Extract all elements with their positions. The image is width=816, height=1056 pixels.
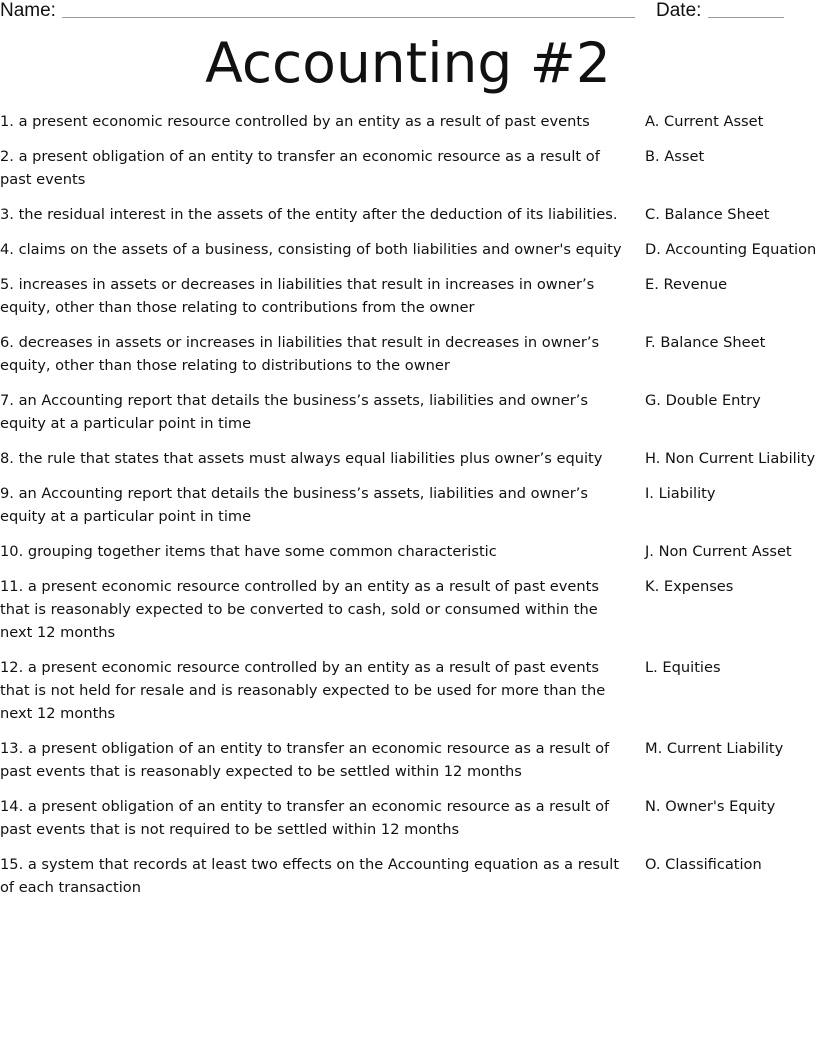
matching-row [0, 656, 816, 725]
answer-option: G. Double Entry [645, 392, 761, 409]
clue-text: 1. a present economic resource controlled by an entity as a result of past events [0, 113, 590, 130]
answer-option: J. Non Current Asset [645, 543, 792, 560]
matching-row [0, 540, 816, 563]
matching-row [0, 853, 816, 899]
clue-text: 11. a present economic resource controlled by an entity as a result of past events that is reasonably expected to be converted to cash, sold or consumed within the next 12 months [0, 578, 599, 641]
name-label: Name: [0, 0, 56, 21]
matching-row [0, 575, 816, 644]
answer-option: H. Non Current Liability [645, 450, 816, 467]
answer-option: A. Current Asset [645, 113, 764, 130]
answer-option: E. Revenue [645, 276, 728, 293]
worksheet-header [0, 0, 816, 22]
matching-row [0, 737, 816, 783]
page-title: Accounting #2 [205, 31, 611, 95]
date-label: Date: [656, 0, 702, 21]
clue-text: 2. a present obligation of an entity to transfer an economic resource as a result of past events [0, 148, 600, 188]
answer-option: O. Classification [645, 856, 762, 873]
matching-row [0, 238, 816, 261]
matching-row [0, 203, 816, 226]
matching-row [0, 389, 816, 435]
matching-row [0, 110, 816, 133]
clue-text: 3. the residual interest in the assets of the entity after the deduction of its liabilities. [0, 206, 618, 223]
clue-text: 9. an Accounting report that details the business’s assets, liabilities and owner’s equity at a particular point in time [0, 485, 588, 525]
matching-row [0, 482, 816, 528]
clue-text: 5. increases in assets or decreases in liabilities that result in increases in owner’s equity, other than those relating to contributions from the owner [0, 276, 595, 316]
matching-row [0, 145, 816, 191]
answer-option: B. Asset [645, 148, 705, 165]
name-blank-line [62, 17, 635, 18]
clue-text: 8. the rule that states that assets must always equal liabilities plus owner’s equity [0, 450, 603, 467]
matching-row [0, 273, 816, 319]
clue-text: 14. a present obligation of an entity to transfer an economic resource as a result of past events that is not required to be settled within 12 months [0, 798, 610, 838]
clue-text: 4. claims on the assets of a business, consisting of both liabilities and owner's equity [0, 241, 622, 258]
answer-option: L. Equities [645, 659, 721, 676]
answer-option: N. Owner's Equity [645, 798, 776, 815]
clue-text: 10. grouping together items that have some common characteristic [0, 543, 497, 560]
answer-option: D. Accounting Equation [645, 241, 816, 258]
matching-row [0, 447, 816, 470]
matching-row [0, 795, 816, 841]
clue-text: 13. a present obligation of an entity to transfer an economic resource as a result of past events that is reasonably expected to be settled within 12 months [0, 740, 610, 780]
matching-row [0, 331, 816, 377]
clue-text: 12. a present economic resource controlled by an entity as a result of past events that is not held for resale and is reasonably expected to be used for more than the next 12 months [0, 659, 606, 722]
clue-text: 15. a system that records at least two effects on the Accounting equation as a result of each transaction [0, 856, 620, 896]
date-blank-line [708, 17, 784, 18]
clue-text: 6. decreases in assets or increases in liabilities that result in decreases in owner’s equity, other than those relating to distributions to the owner [0, 334, 600, 374]
answer-option: I. Liability [645, 485, 716, 502]
clue-text: 7. an Accounting report that details the business’s assets, liabilities and owner’s equity at a particular point in time [0, 392, 588, 432]
answer-option: F. Balance Sheet [645, 334, 766, 351]
answer-option: C. Balance Sheet [645, 206, 770, 223]
answer-option: K. Expenses [645, 578, 734, 595]
answer-option: M. Current Liability [645, 740, 784, 757]
matching-list [0, 110, 816, 911]
